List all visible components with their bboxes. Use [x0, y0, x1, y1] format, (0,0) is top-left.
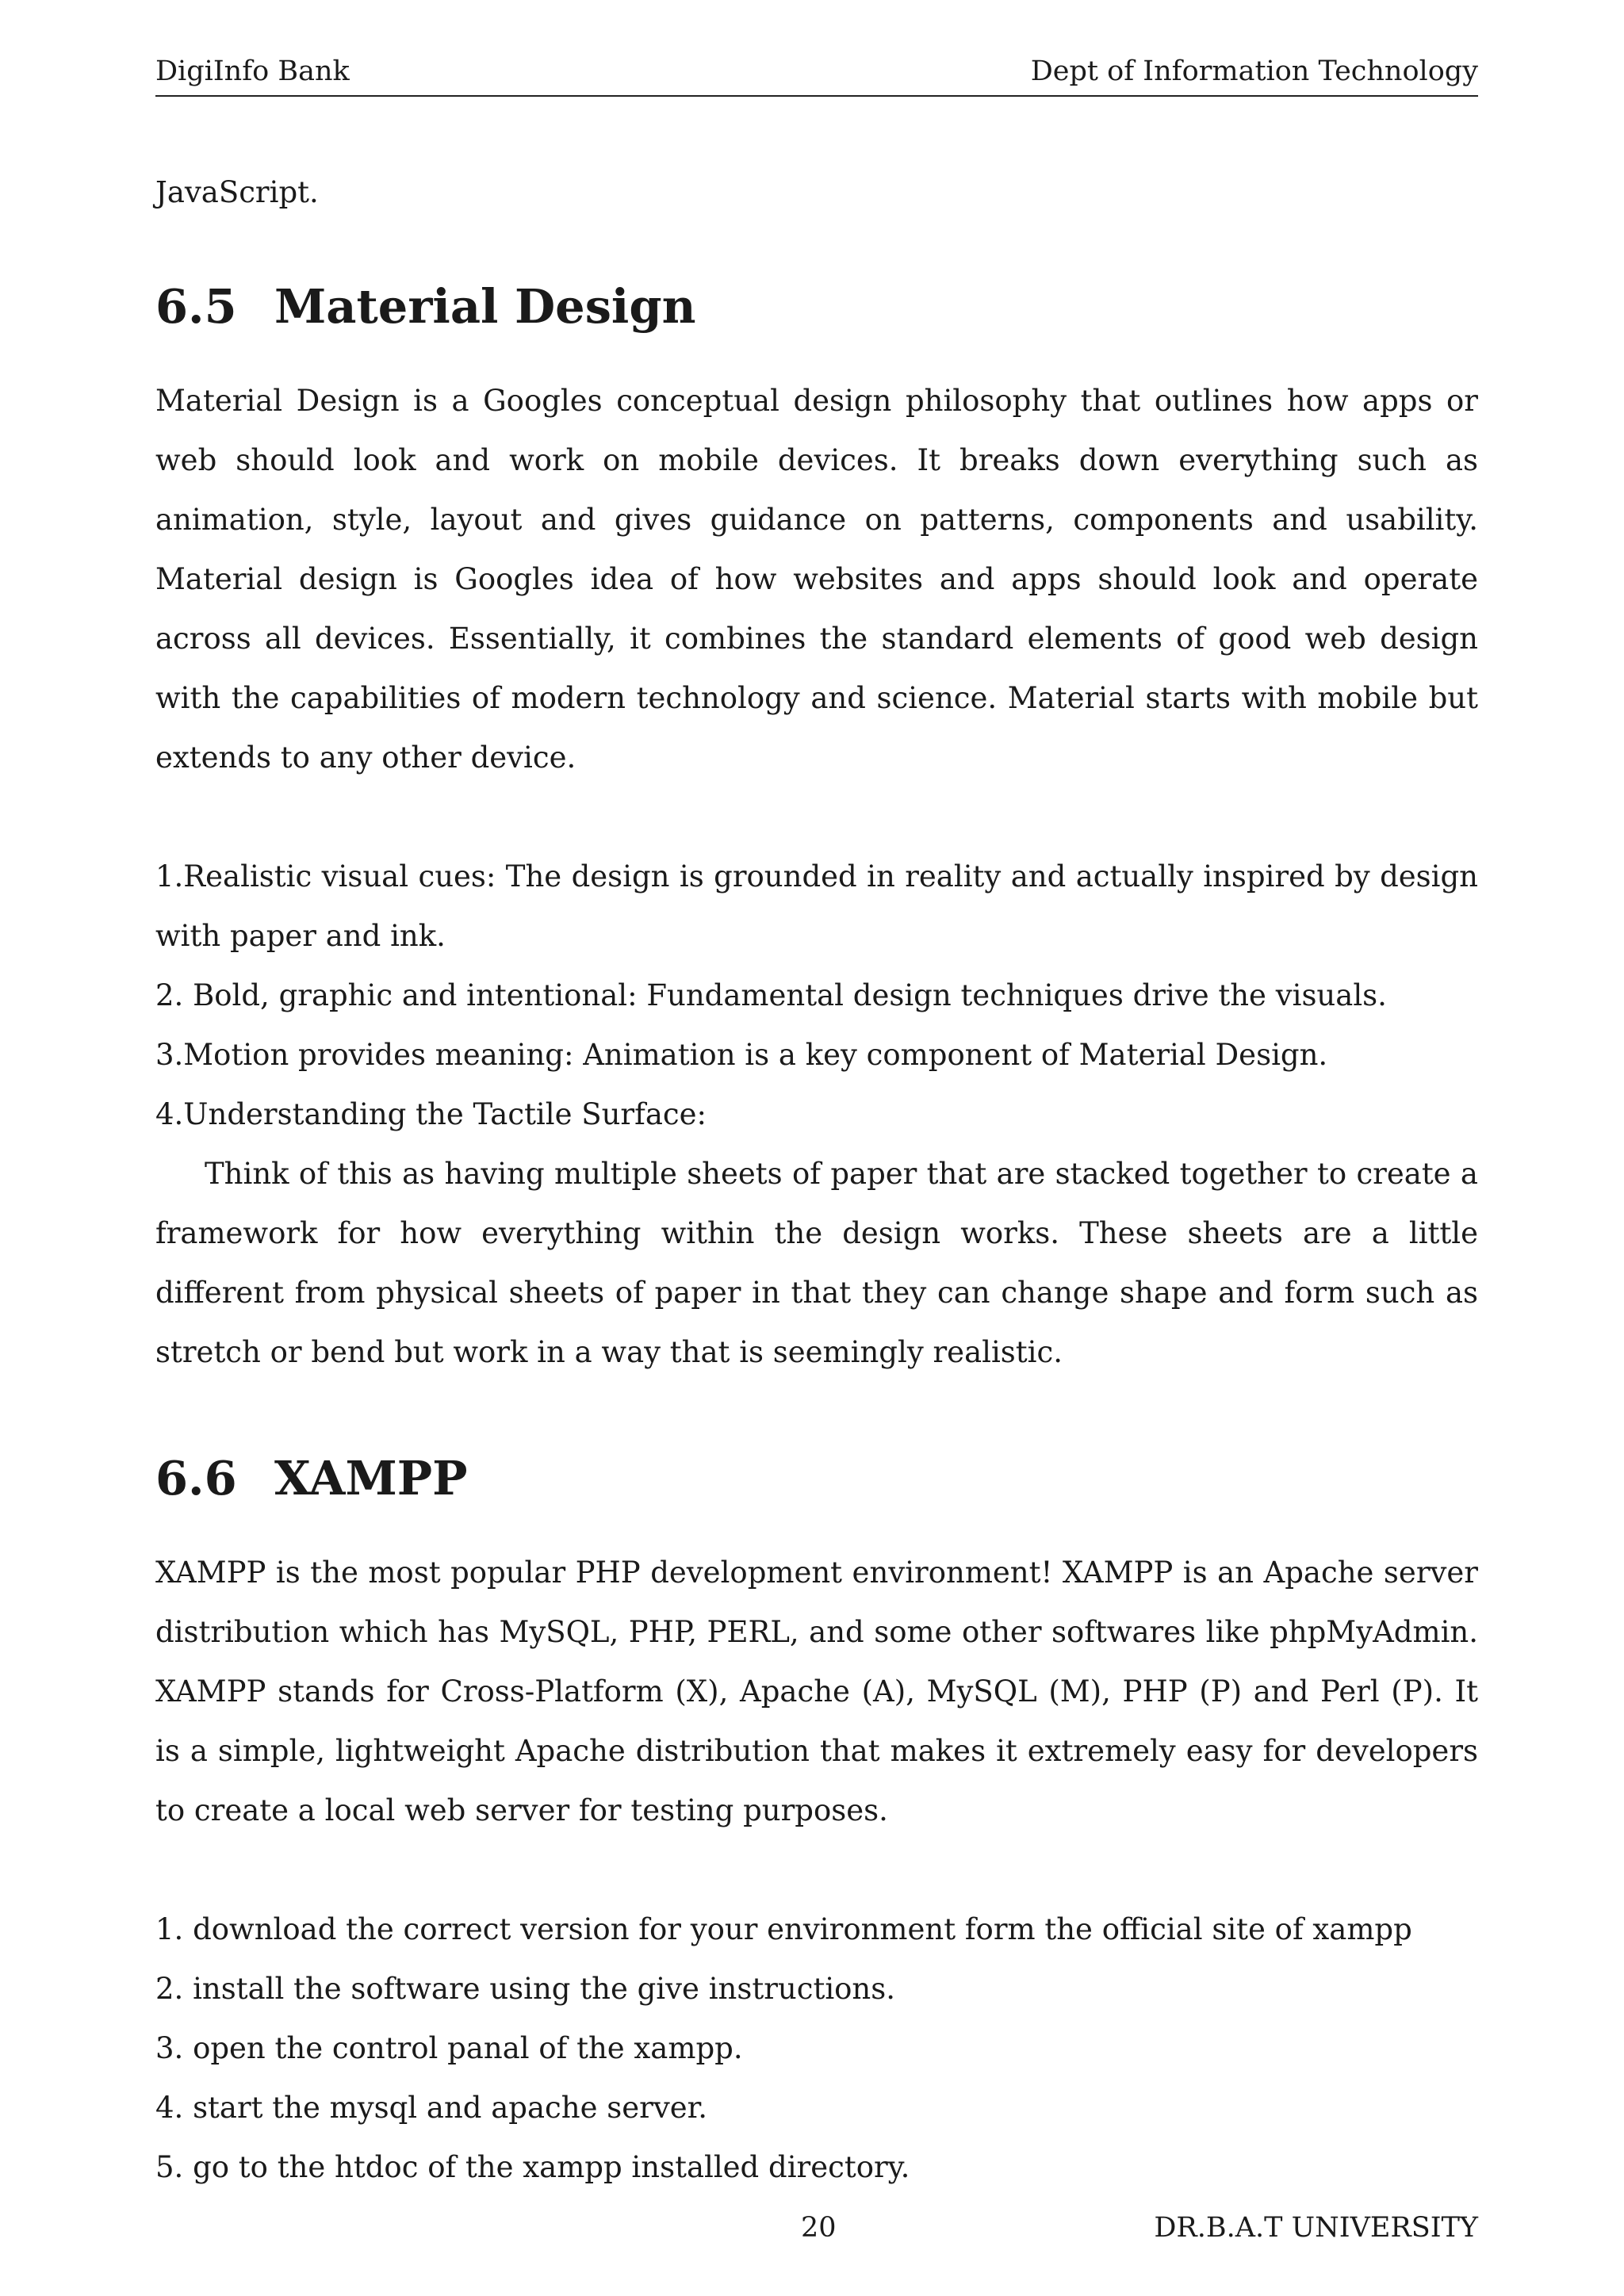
page-footer — [155, 2212, 1478, 2260]
header-department: Dept of Information Technology — [1030, 55, 1478, 87]
list-item: 5. go to the htdoc of the xampp installed directory. — [155, 2150, 910, 2184]
list-item: 3. open the control panal of the xampp. — [155, 2031, 743, 2065]
xampp-steps — [155, 1900, 1478, 2197]
list-item: 1. download the correct version for your environment form the official site of xampp — [155, 1912, 1412, 1946]
page-content — [155, 163, 1478, 2197]
xampp-paragraph: XAMPP is the most popular PHP development environment! XAMPP is an Apache server distribution which has MySQL, PHP, PERL, and some other softwares like phpMyAdmin. XAMPP stands for Cross-Platform (X), Apache (A), MySQL (M), PHP (P) and Perl (P). It is a simple, lightweight Apache distribution that makes it extremely easy for developers to create a local web server for testing purposes. — [155, 1556, 1478, 1827]
material-design-points — [155, 847, 1478, 1144]
header-institution: DigiInfo Bank — [155, 55, 350, 87]
section-number: 6.6 — [155, 1451, 237, 1506]
list-item: 1.Realistic visual cues: The design is grounded in reality and actually inspired by design with paper and ink. — [155, 859, 1478, 953]
list-item: 2. install the software using the give instructions. — [155, 1972, 896, 2006]
section-title: Material Design — [274, 279, 696, 334]
page-number: 20 — [801, 2212, 837, 2244]
intro-fragment: JavaScript. — [155, 175, 319, 209]
footer-university: DR.B.A.T UNIVERSITY — [1154, 2212, 1478, 2244]
tactile-surface-paragraph: Think of this as having multiple sheets of paper that are stacked together to create a framework for how everything within the design works. These sheets are a little different from physical sheets of paper in that they can change shape and form such as stretch or bend but work in a way that is seemingly realistic. — [155, 1157, 1478, 1369]
section-title: XAMPP — [274, 1451, 468, 1506]
list-item: 4. start the mysql and apache server. — [155, 2091, 708, 2125]
section-heading-6-5 — [155, 275, 1478, 339]
section-number: 6.5 — [155, 279, 237, 334]
list-item: 3.Motion provides meaning: Animation is a key component of Material Design. — [155, 1038, 1328, 1072]
material-design-paragraph: Material Design is a Googles conceptual design philosophy that outlines how apps or web should look and work on mobile devices. It breaks down everything such as animation, style, layout and gives guidance on patterns, components and usability. Material design is Googles idea of how websites and apps should look and operate across all devices. Essentially, it combines the standard elements of good web design with the capabilities of modern technology and science. Material starts with mobile but extends to any other device. — [155, 384, 1478, 775]
section-heading-6-6 — [155, 1447, 1478, 1510]
list-item: 2. Bold, graphic and intentional: Fundamental design techniques drive the visuals. — [155, 978, 1387, 1012]
page-header — [155, 49, 1478, 97]
list-item: 4.Understanding the Tactile Surface: — [155, 1097, 707, 1131]
